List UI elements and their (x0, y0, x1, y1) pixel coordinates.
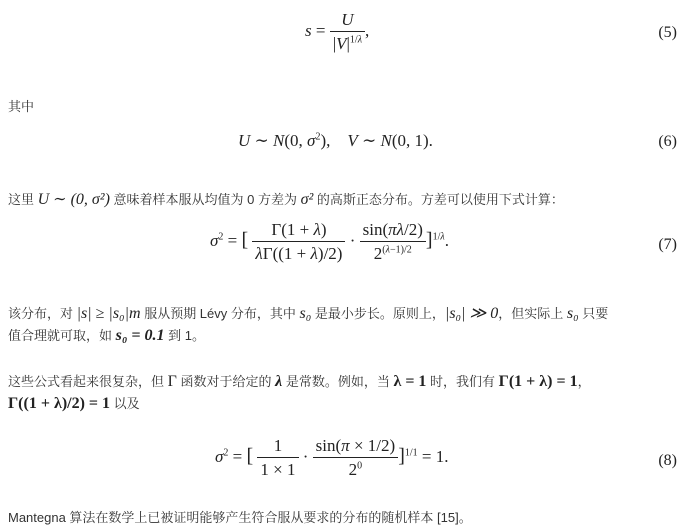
equation-7: $\sigma^2$ = [ $\frac{\Gamma(1 + \lambda)}{\lambda\Gamma((1 + \lambda)/2)}$ · $\frac{\sin(\pi\lambda/2)}{2^{(\lambda-1)/2}}$ ]$^{1/\lambda}$. (210, 220, 449, 263)
equation-6: U ∼ N(0, $\sigma^2$), V ∼ N(0, 1). (238, 131, 433, 150)
inline-math-gamma-one-plus-lambda: Γ(1 + λ) = 1 (498, 373, 578, 390)
equation-6-number: (6) (658, 133, 677, 150)
paragraph-levy-text-b: 服从预期 Lévy 分布，其中 (140, 306, 300, 321)
inline-math-gamma: Γ (167, 373, 177, 390)
paragraph-variance-text-c: 的高斯正态分布。方差可以使用下式计算： (313, 192, 564, 207)
equation-5: s = $\frac{U}{|V|^{1/\lambda}}$ , (305, 10, 370, 53)
paragraph-levy-text-f: 值合理就可取，如 (8, 328, 116, 343)
paragraph-gamma-text-c: 是常数。例如，当 (282, 374, 394, 389)
equation-5-number: (5) (658, 24, 677, 41)
paragraph-qizhong: 其中 (8, 99, 35, 114)
paragraph-mantegna-conclusion: Mantegna 算法在数学上已被证明能够产生符合服从要求的分布的随机样本 [15]。 (8, 510, 472, 525)
paragraph-gamma-text-a: 这些公式看起来很复杂，但 (8, 374, 168, 389)
equation-8-number: (8) (658, 452, 677, 469)
inline-math-normal-distribution: U ∼ (0, σ²) (37, 191, 110, 208)
paragraph-gamma-text-b: 函数对于给定的 (176, 374, 276, 389)
paragraph-gamma-text-e: ， (577, 374, 591, 389)
inline-math-sigma-squared: σ² (300, 191, 314, 208)
inline-math-gamma-half: Γ((1 + λ)/2) = 1 (8, 395, 111, 412)
paragraph-levy-text-a: 该分布，对 (8, 306, 77, 321)
equation-8: $\sigma^2$ = [ $\frac{1}{1 \times 1}$ · $\frac{\sin(\pi \times 1/2)}{2^0}$ ]$^{1/1}$ = 1. (215, 436, 449, 479)
inline-math-s0-value: s₀ = 0.1 (115, 327, 165, 344)
paragraph-gamma-text-f: 以及 (110, 396, 140, 411)
inline-math-step-condition: |s| ≥ |s₀|m (76, 305, 141, 322)
paragraph-levy-distribution (8, 303, 608, 347)
inline-math-lambda: λ (275, 373, 283, 390)
paragraph-levy-text-d: ，但实际上 (498, 306, 567, 321)
equation-7-number: (7) (658, 236, 677, 253)
paragraph-gamma-constant (8, 371, 591, 415)
paragraph-levy-text-g: 到 1。 (164, 328, 206, 343)
paragraph-gamma-text-d: 时，我们有 (426, 374, 499, 389)
inline-math-s0-b: s₀ (566, 305, 579, 322)
paragraph-variance-text-b: 意味着样本服从均值为 0 方差为 (109, 192, 301, 207)
paragraph-variance-text-a: 这里 (8, 192, 38, 207)
inline-math-s0: s₀ (299, 305, 312, 322)
inline-math-lambda-equals-1: λ = 1 (393, 373, 427, 390)
paragraph-levy-text-c: 是最小步长。原则上， (311, 306, 445, 321)
paragraph-variance-intro (8, 189, 564, 211)
paragraph-levy-text-e: 只要 (578, 306, 609, 321)
inline-math-s0-much-greater: |s₀| ≫ 0 (444, 305, 499, 322)
